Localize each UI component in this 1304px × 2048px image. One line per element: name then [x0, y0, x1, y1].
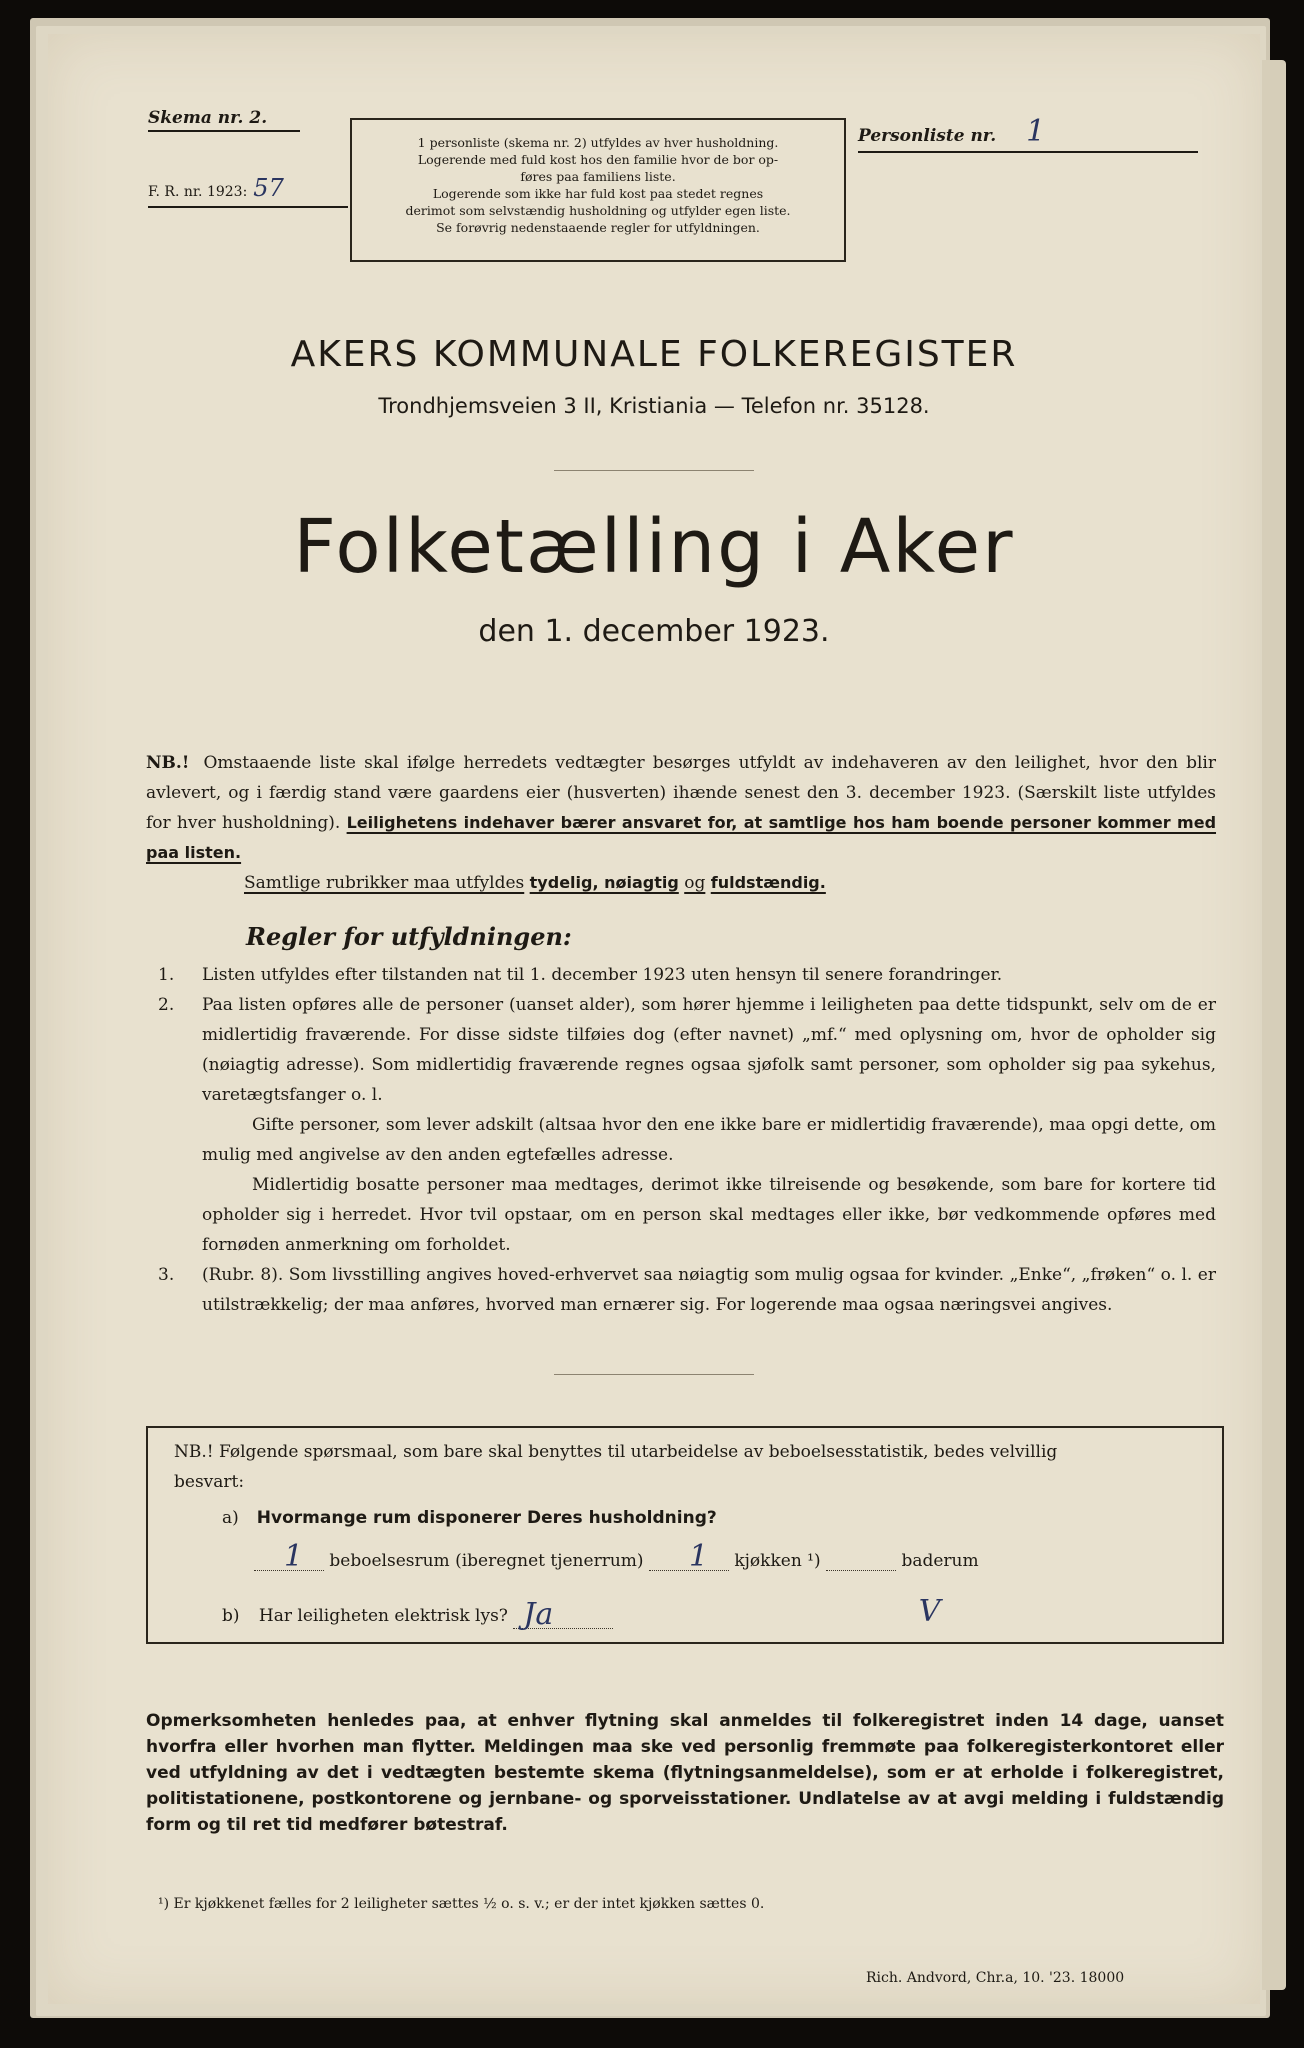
electric-field[interactable] [513, 1597, 613, 1632]
info-line: Se forøvrig nedenstaaende regler for utfyldningen. [436, 220, 760, 235]
rule-number: 3. [158, 1265, 175, 1285]
info-line: føres paa familiens liste. [520, 169, 676, 184]
rules-list [158, 960, 1216, 1320]
kitchen-field[interactable] [649, 1539, 729, 1574]
fr-number [148, 174, 348, 208]
rule-paragraph: Gifte personer, som lever adskilt (altsaa hvor den ene ikke bare er midlertidig fraværende), maa opgi dette, om mulig med angivelse av den anden egtefælles adresse. [202, 1115, 1216, 1165]
rule-text: (Rubr. 8). Som livsstilling angives hoved-erhvervet saa nøiagtig som mulig ogsaa for kvinder. „Enke“, „frøken“ o. l. er utilstrækkelig; der maa anføres, hvorved man ernærer sig. For logerende maa ogsaa næringsvei angives. [202, 1265, 1216, 1315]
kitchen-value: 1 [688, 1539, 709, 1574]
question-a [222, 1508, 717, 1528]
census-form-page [48, 34, 1260, 2004]
rule-item [158, 960, 1216, 990]
organization-name: AKERS KOMMUNALE FOLKEREGISTER [290, 334, 1018, 375]
rule-paragraph: Midlertidig bosatte personer maa medtages, derimot ikke tilreisende og besøkende, som bare for kortere tid opholder sig i herredet. Hvor tvil opstaar, om en person skal medtages eller ikke, bør vedkommende opføres med fornøden anmerkning om forholdet. [202, 1175, 1216, 1255]
nb-label: NB.! [146, 753, 190, 773]
paper-stack-edge [1262, 60, 1286, 1990]
rooms-answer-row [254, 1539, 1154, 1574]
nb-bold-2: fuldstændig. [710, 873, 826, 892]
info-line: Logerende som ikke har fuld kost paa stedet regnes [432, 186, 764, 201]
bath-label: baderum [901, 1551, 979, 1571]
questions-intro: NB.! Følgende spørsmaal, som bare skal benyttes til utarbeidelse av beboelsesstatistik, bedes velvillig [174, 1442, 1058, 1462]
rooms-label: beboelsesrum (iberegnet tjenerrum) [329, 1551, 644, 1571]
rules-heading: Regler for utfyldningen: [246, 922, 572, 951]
bath-field[interactable] [826, 1550, 896, 1571]
personliste-number [858, 114, 1198, 153]
rule-item [158, 990, 1216, 1110]
nb-og: og [684, 873, 706, 893]
rooms-value: 1 [284, 1539, 304, 1574]
info-line: 1 personliste (skema nr. 2) utfyldes av hver husholdning. [417, 135, 779, 150]
printer-imprint: Rich. Andvord, Chr.a, 10. '23. 18000 [866, 1970, 1125, 1986]
info-line: derimot som selvstændig husholdning og utfylder egen liste. [405, 203, 791, 218]
personliste-label: Personliste nr. [858, 126, 997, 146]
fr-number-label: F. R. nr. 1923: [148, 184, 248, 200]
rule-number: 1. [158, 965, 175, 985]
divider [554, 1374, 754, 1375]
question-b-text: Har leiligheten elektrisk lys? [258, 1606, 508, 1626]
nb-bold-1: tydelig, nøiagtig [529, 873, 679, 892]
kitchen-label: kjøkken ¹) [734, 1551, 821, 1571]
rule-item [158, 1260, 1216, 1320]
info-line: Logerende med fuld kost hos den familie hvor de bor op- [417, 152, 779, 167]
divider [554, 470, 754, 471]
page-title: Folketælling i Aker [293, 504, 1015, 590]
question-b-label: b) [222, 1606, 240, 1626]
personliste-value: 1 [1026, 114, 1046, 149]
rooms-field[interactable] [254, 1539, 324, 1574]
nb-responsibility: Leilighetens indehaver bærer ansvaret for, at samtlige hos ham boende personer kommer med paa listen. [146, 813, 1217, 862]
household-info-box [350, 118, 846, 262]
question-a-text: Hvormange rum disponerer Deres husholdning? [256, 1508, 717, 1528]
skema-number: Skema nr. 2. [148, 108, 300, 132]
question-b [222, 1594, 1122, 1632]
moving-notice: Opmerksomheten henledes paa, at enhver flytning skal anmeldes til folkeregistret inden 14 dage, uanset hvorfra eller hvorhen man flytter. Meldingen maa ske ved personlig fremmøte paa folkeregisterkontoret eller ved utfyldning av det i vedtægten bestemte skema (flytningsanmeldelse), som er at erholde i folkeregistret, politistationene, postkontorene og jernbane- og sporveisstationer. Undlatelse av at avgi melding i fuldstændig form og til ret tid medfører bøtestraf. [146, 1711, 1224, 1835]
rule-text: Listen utfyldes efter tilstanden nat til 1. december 1923 uten hensyn til senere forandringer. [202, 965, 1003, 985]
rule-number: 2. [158, 995, 175, 1015]
nb-fill-instruction: Samtlige rubrikker maa utfyldes [244, 873, 525, 893]
question-a-label: a) [222, 1508, 239, 1528]
electric-value: Ja [523, 1597, 554, 1632]
organization-address: Trondhjemsveien 3 II, Kristiania — Telefon nr. 35128. [378, 394, 930, 418]
housing-questions-box [146, 1426, 1224, 1644]
footnote: ¹) Er kjøkkenet fælles for 2 leiligheter sættes ½ o. s. v.; er der intet kjøkken sættes 0. [158, 1896, 765, 1912]
questions-intro-2: besvart: [174, 1472, 245, 1492]
nb-notice [146, 748, 1216, 898]
census-date: den 1. december 1923. [478, 614, 830, 649]
rule-text: Paa listen opføres alle de personer (uanset alder), som hører hjemme i leiligheten paa dette tidspunkt, selv om de er midlertidig fraværende. For disse sidste tilføies dog (efter navnet) „mf.“ med oplysning om, hvor de opholder sig (nøiagtig adresse). Som midlertidig fraværende regnes ogsaa sjøfolk samt personer, som opholder sig paa sykehus, varetægtsfanger o. l. [202, 995, 1216, 1105]
electric-check-mark: V [918, 1594, 941, 1629]
nb-text: Omstaaende liste skal ifølge herredets vedtægter besørges utfyldt av indehaveren av den leilighet, hvor den blir avlevert, og i færdig stand være gaardens eier (husverten) ihænde senest den 3. december 1923. (Særskilt liste utfyldes for hver husholdning). [146, 753, 1216, 833]
fr-number-value: 57 [253, 174, 284, 202]
